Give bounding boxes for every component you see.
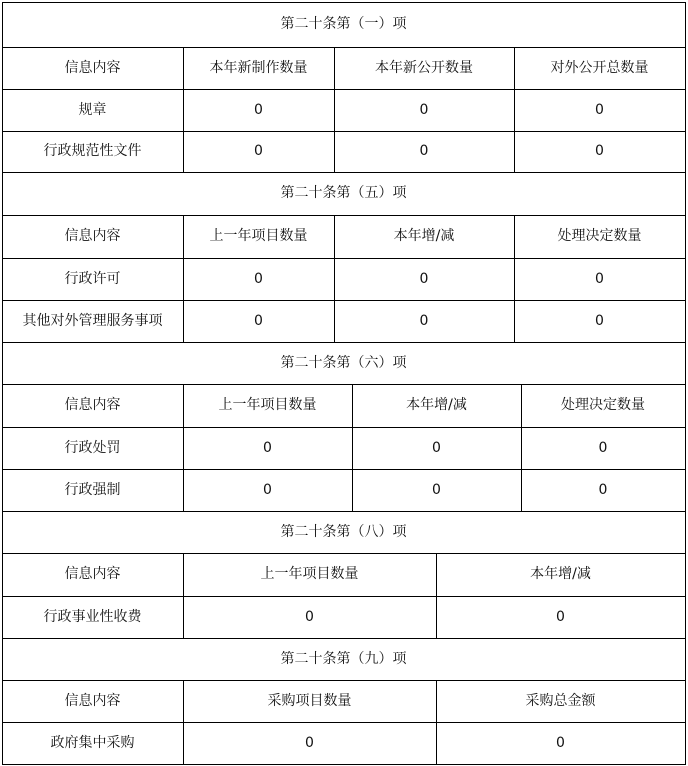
grid-line [685, 172, 686, 343]
grid-line [334, 47, 335, 173]
grid-line [183, 215, 184, 343]
row-label: 行政规范性文件 [43, 143, 142, 160]
section-title: 第二十条第（九）项 [280, 650, 407, 667]
value-cell: 0 [595, 101, 604, 118]
value-cell: 0 [598, 481, 608, 498]
value-cell: 0 [419, 270, 429, 287]
value-cell: 0 [305, 734, 314, 751]
value-cell: 0 [419, 101, 429, 118]
grid-line [521, 384, 522, 512]
column-header: 采购总金额 [525, 692, 596, 709]
row-label: 行政事业性收费 [43, 608, 142, 625]
section-title: 第二十条第（五）项 [280, 185, 407, 202]
row-label: 行政许可 [64, 270, 121, 287]
grid-line [2, 764, 686, 765]
grid-line [2, 638, 686, 639]
column-header: 本年增/减 [530, 566, 591, 583]
grid-line [2, 2, 686, 3]
grid-line [685, 511, 686, 639]
grid-line [2, 469, 686, 470]
column-header: 本年增/减 [406, 397, 467, 414]
grid-line [2, 596, 686, 597]
grid-line [183, 553, 184, 639]
grid-line [436, 680, 437, 765]
value-cell: 0 [556, 608, 565, 625]
value-cell: 0 [556, 734, 565, 751]
grid-line [2, 172, 686, 173]
grid-line [514, 215, 515, 343]
grid-line [2, 342, 3, 512]
grid-line [183, 384, 184, 512]
value-cell: 0 [254, 143, 263, 160]
value-cell: 0 [254, 101, 263, 118]
row-label: 政府集中采购 [50, 734, 135, 751]
value-cell: 0 [419, 312, 429, 329]
value-cell: 0 [432, 439, 441, 456]
grid-line [2, 300, 686, 301]
section-title: 第二十条第（一）项 [280, 16, 407, 33]
column-header: 上一年项目数量 [260, 566, 359, 583]
value-cell: 0 [595, 270, 604, 287]
grid-line [2, 131, 686, 132]
row-label: 行政处罚 [64, 439, 121, 456]
value-cell: 0 [595, 312, 604, 329]
grid-line [334, 215, 335, 343]
section-title: 第二十条第（八）项 [280, 523, 407, 540]
column-header: 本年增/减 [393, 228, 455, 245]
grid-line [2, 2, 3, 173]
grid-line [2, 384, 686, 385]
grid-line [685, 638, 686, 765]
value-cell: 0 [419, 143, 429, 160]
value-cell: 0 [595, 143, 604, 160]
value-cell: 0 [598, 439, 608, 456]
grid-line [685, 342, 686, 512]
row-label: 其他对外管理服务事项 [22, 312, 163, 329]
grid-line [2, 427, 686, 428]
value-cell: 0 [254, 312, 263, 329]
grid-line [514, 47, 515, 173]
grid-line [2, 511, 3, 639]
grid-line [183, 680, 184, 765]
value-cell: 0 [263, 439, 272, 456]
grid-line [2, 511, 686, 512]
grid-line [2, 258, 686, 259]
row-label-header: 信息内容 [64, 228, 121, 245]
value-cell: 0 [263, 481, 272, 498]
grid-line [2, 89, 686, 90]
column-header: 处理决定数量 [561, 397, 645, 414]
grid-line [2, 172, 3, 343]
value-cell: 0 [254, 270, 263, 287]
grid-line [183, 47, 184, 173]
grid-line [2, 47, 686, 48]
grid-line [685, 2, 686, 173]
grid-line [2, 215, 686, 216]
row-label: 行政强制 [64, 481, 121, 498]
grid-line [436, 553, 437, 639]
grid-line [2, 638, 3, 765]
column-header: 本年新制作数量 [209, 59, 308, 76]
row-label-header: 信息内容 [64, 566, 121, 583]
grid-line [2, 680, 686, 681]
row-label-header: 信息内容 [64, 692, 121, 709]
row-label-header: 信息内容 [64, 397, 121, 414]
column-header: 处理决定数量 [557, 228, 642, 245]
row-label-header: 信息内容 [64, 59, 121, 76]
column-header: 上一年项目数量 [209, 228, 308, 245]
row-label: 规章 [78, 101, 107, 118]
column-header: 采购项目数量 [267, 692, 352, 709]
grid-line [2, 342, 686, 343]
column-header: 上一年项目数量 [218, 397, 317, 414]
column-header: 本年新公开数量 [375, 59, 473, 76]
grid-line [2, 722, 686, 723]
grid-line [2, 553, 686, 554]
section-title: 第二十条第（六）项 [280, 354, 407, 371]
value-cell: 0 [432, 481, 441, 498]
value-cell: 0 [305, 608, 314, 625]
grid-line [352, 384, 353, 512]
column-header: 对外公开总数量 [550, 59, 649, 76]
